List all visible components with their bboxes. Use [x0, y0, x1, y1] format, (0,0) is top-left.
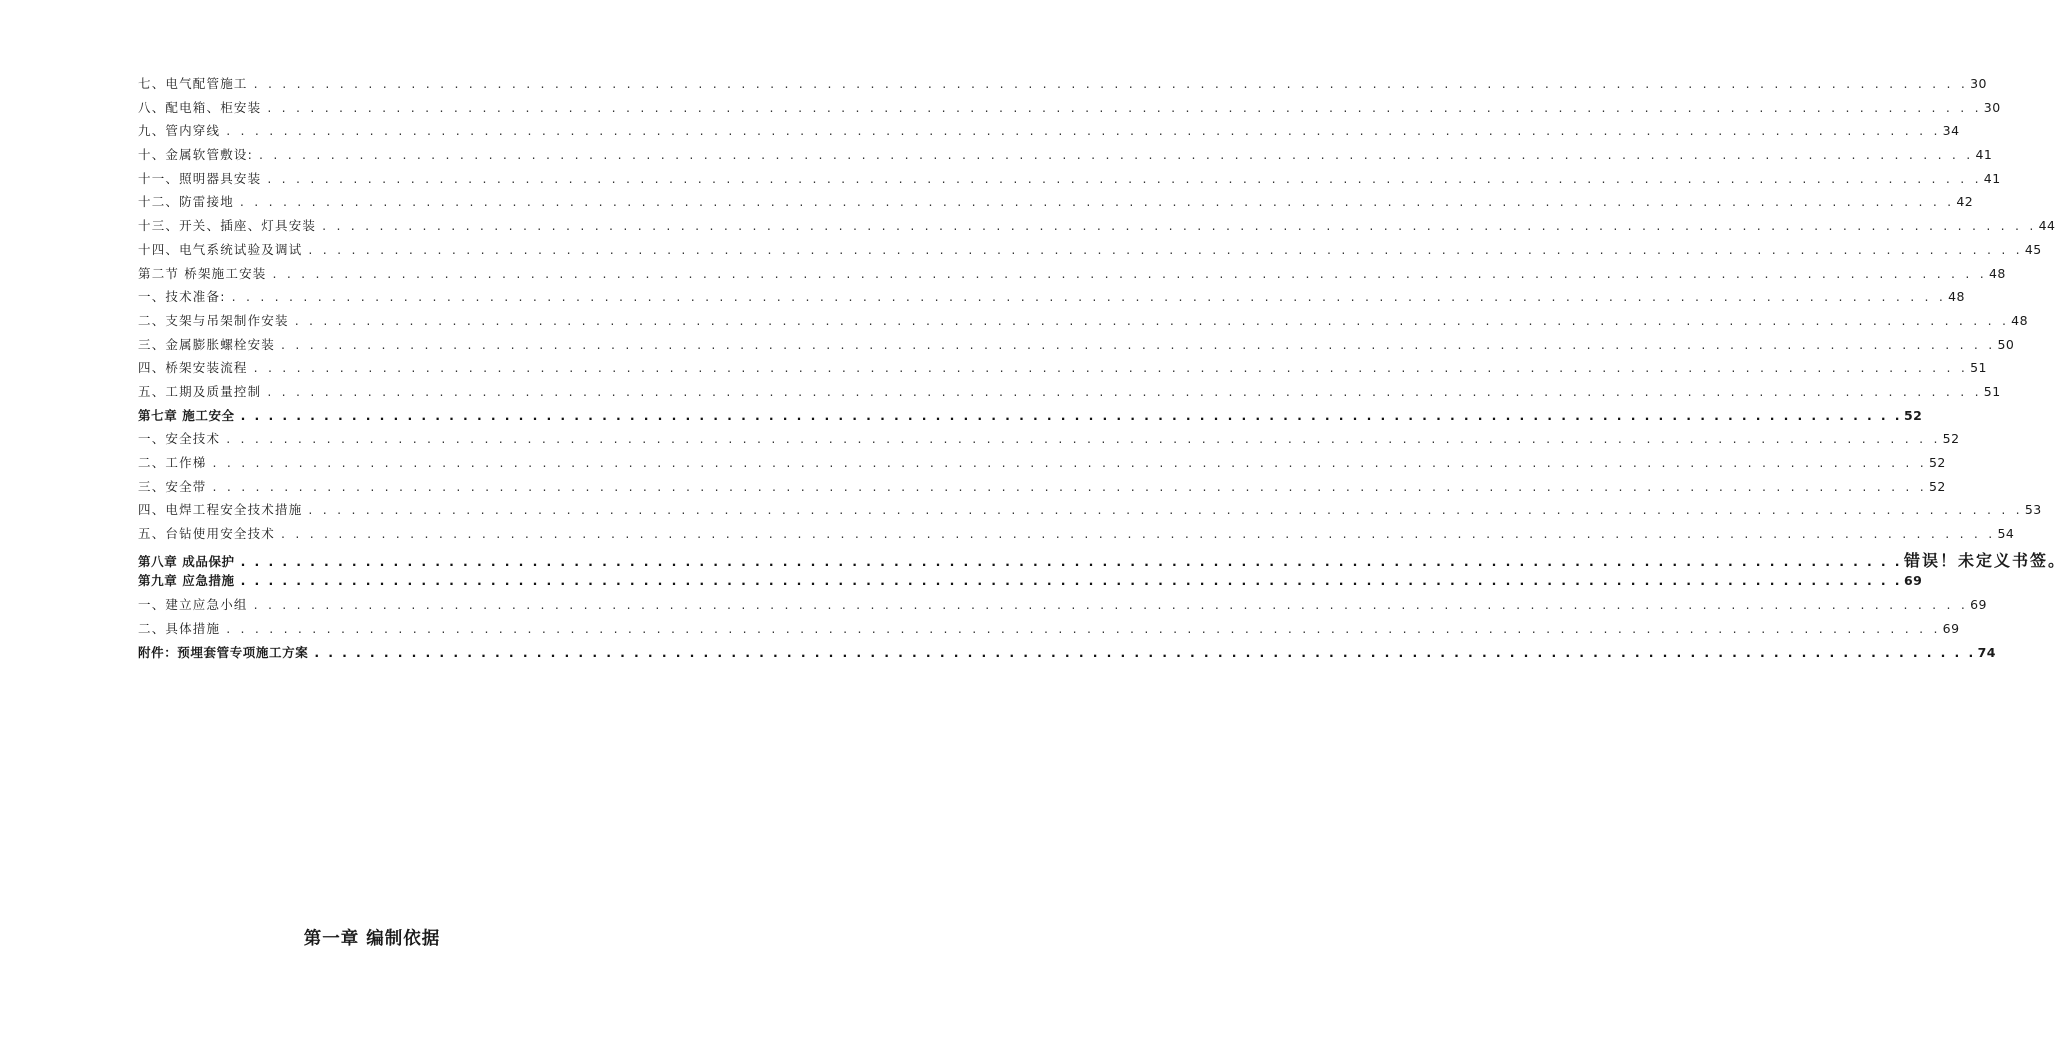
toc-dot-leader: . . . . . . . . . . . . . . . . . . . . . . . . . . . . . . . . . . . . . . . . . . . . . . . . . . . . . . . . . . . . . . . . . . . . . . . . . . . . . . . . . . . . . . . . . . . . . . . . . . . . . . . . . . . . . . . . . . . . . . . . [226, 123, 1941, 139]
toc-entry-label: 一、安全技术 [138, 431, 221, 447]
toc-chapter-entry[interactable] [138, 571, 1923, 595]
toc-dot-leader: . . . . . . . . . . . . . . . . . . . . . . . . . . . . . . . . . . . . . . . . . . . . . . . . . . . . . . . . . . . . . . . . . . . . . . . . . . . . . . . . . . . . . . . . . . . . . . . . . . . . . . . . . . . . . . . . . . . . . . . . [226, 620, 1941, 636]
toc-entry[interactable] [138, 121, 1960, 145]
toc-entry-label: 附件：预埋套管专项施工方案 [138, 644, 309, 660]
toc-page-number: 52 [1928, 478, 1946, 494]
table-of-contents [138, 74, 2066, 666]
toc-dot-leader: . . . . . . . . . . . . . . . . . . . . . . . . . . . . . . . . . . . . . . . . . . . . . . . . . . . . . . . . . . . . . . . . . . . . . . . . . . . . . . . . . . . . . . . . . . . . . . . . . . . . . . . . . . . . . . . . . . . . . . . . [322, 218, 2037, 234]
toc-page-number: 48 [1988, 265, 2006, 281]
toc-dot-leader: . . . . . . . . . . . . . . . . . . . . . . . . . . . . . . . . . . . . . . . . . . . . . . . . . . . . . . . . . . . . . . . . . . . . . . . . . . . . . . . . . . . . . . . . . . . . . . . . . . . . . . . . . . . . . . . . . . . . . . . . [253, 360, 1969, 376]
toc-dot-leader: . . . . . . . . . . . . . . . . . . . . . . . . . . . . . . . . . . . . . . . . . . . . . . . . . . . . . . . . . . . . . . . . . . . . . . . . . . . . . . . . . . . . . . . . . . . . . . . . . . . . . . . . . . . . . . . . . . . . . . . . [212, 455, 1927, 470]
toc-entry-label: 五、工期及质量控制 [138, 383, 262, 399]
toc-dot-leader: . . . . . . . . . . . . . . . . . . . . . . . . . . . . . . . . . . . . . . . . . . . . . . . . . . . . . . . . . . . . . . . . . . . . . . . . . . . . . . . . . . . . . . . . . . . . . . . . . . . . . . . . . . . . . . . . . . . . . . . . [272, 265, 1987, 281]
toc-entry[interactable] [138, 358, 1987, 382]
toc-page-number: 44 [2038, 218, 2056, 234]
toc-dot-leader: . . . . . . . . . . . . . . . . . . . . . . . . . . . . . . . . . . . . . . . . . . . . . . . . . . . . . . . . . . . . . . . . . . . . . . . . . . . . . . . . . . . . . . . . . . . . . . . . . . . . . . . . . . . . . . . . . . . . . . . . [281, 336, 1996, 352]
toc-dot-leader: . . . . . . . . . . . . . . . . . . . . . . . . . . . . . . . . . . . . . . . . . . . . . . . . . . . . . . . . . . . . . . . . . . . . . . . . . . . . . . . . . . . . . . . . . . . . . . . . . . . . . . . . . . . . . . . . . . . . . . . . [231, 289, 1947, 305]
toc-page-number: 51 [1983, 383, 2001, 399]
toc-page-number: 53 [2024, 502, 2042, 518]
toc-page-number: 34 [1942, 123, 1960, 139]
toc-chapter-entry[interactable] [138, 548, 2066, 572]
toc-entry-label: 第八章 成品保护 [138, 553, 235, 569]
toc-entry[interactable] [138, 429, 1960, 453]
toc-chapter-entry[interactable] [138, 406, 1923, 430]
toc-page-number: 52 [1928, 455, 1946, 470]
toc-entry[interactable] [138, 311, 2029, 335]
toc-page-number: 48 [1948, 289, 1965, 305]
toc-dot-leader: . . . . . . . . . . . . . . . . . . . . . . . . . . . . . . . . . . . . . . . . . . . . . . . . . . . . . . . . . . . . . . . . . . . . . . . . . . . . . . . . . . . . . . . . . . . . . . . . . . . . . . . . . . . . . . . . . . . . . . . . [308, 502, 2023, 518]
toc-dot-leader: . . . . . . . . . . . . . . . . . . . . . . . . . . . . . . . . . . . . . . . . . . . . . . . . . . . . . . . . . . . . . . . . . . . . . . . . . . . . . . . . . . . . . . . . . . . . . . . . . . . . . . . . . . . . . . . . . . . . . . . . [253, 597, 1969, 613]
toc-page-number: 74 [1977, 644, 1997, 660]
toc-dot-leader: . . . . . . . . . . . . . . . . . . . . . . . . . . . . . . . . . . . . . . . . . . . . . . . . . . . . . . . . . . . . . . . . . . . . . . . . . . . . . . . . . . . . . . . . . . . . . . . . . . . . . . . . . . . . . . . . . . . . . . . . [267, 383, 1982, 399]
toc-page-number: 52 [1942, 431, 1960, 447]
toc-entry-label: 十一、照明器具安装 [138, 170, 262, 186]
toc-page-number: 69 [1942, 620, 1960, 636]
toc-dot-leader: . . . . . . . . . . . . . . . . . . . . . . . . . . . . . . . . . . . . . . . . . . . . . . . . . . . . . . . . . . . . . . . . . . . . . . . . . . . . . . . . . . . . . . . . . . . . . . . . . . . . . . . . . . . . . . . . . . . . . . . . [212, 478, 1927, 494]
toc-entry[interactable] [138, 477, 1946, 501]
toc-entry[interactable] [138, 287, 1965, 311]
toc-entry[interactable] [138, 145, 1993, 169]
toc-entry-label: 第七章 施工安全 [138, 407, 235, 423]
toc-dot-leader: . . . . . . . . . . . . . . . . . . . . . . . . . . . . . . . . . . . . . . . . . . . . . . . . . . . . . . . . . . . . . . . . . . . . . . . . . . . . . . . . . . . . . . . . . . . . . . . . . . . . . . . . . . . . . . . . . . . . . . . . [308, 241, 2023, 257]
toc-dot-leader: . . . . . . . . . . . . . . . . . . . . . . . . . . . . . . . . . . . . . . . . . . . . . . . . . . . . . . . . . . . . . . . . . . . . . . . . . . . . . . . . . . . . . . . . . . . . . . . . . . . . . . . . . . . . . . . . . . . . . . . . [253, 76, 1969, 91]
toc-dot-leader: . . . . . . . . . . . . . . . . . . . . . . . . . . . . . . . . . . . . . . . . . . . . . . . . . . . . . . . . . . . . . . . . . . . . . . . . . . . . . . . . . . . . . . . . . . . . . . . . . . . . . . . . . . . . . . . . . . . . . . . . [240, 573, 1902, 589]
toc-page-number: 51 [1970, 360, 1987, 376]
toc-entry[interactable] [138, 595, 1987, 619]
toc-dot-leader: . . . . . . . . . . . . . . . . . . . . . . . . . . . . . . . . . . . . . . . . . . . . . . . . . . . . . . . . . . . . . . . . . . . . . . . . . . . . . . . . . . . . . . . . . . . . . . . . . . . . . . . . . . . . . . . . . . . . . . . . [259, 147, 1974, 163]
toc-page-number: 50 [1997, 336, 2015, 352]
toc-dot-leader: . . . . . . . . . . . . . . . . . . . . . . . . . . . . . . . . . . . . . . . . . . . . . . . . . . . . . . . . . . . . . . . . . . . . . . . . . . . . . . . . . . . . . . . . . . . . . . . . . . . . . . . . . . . . . . . . . . . . . . . . [267, 170, 1982, 186]
toc-page-number: 48 [2011, 312, 2029, 328]
toc-entry-label: 十、金属软管敷设: [138, 147, 254, 163]
toc-entry-label: 十二、防雷接地 [138, 194, 234, 210]
toc-page-number: 42 [1956, 194, 1974, 210]
toc-dot-leader: . . . . . . . . . . . . . . . . . . . . . . . . . . . . . . . . . . . . . . . . . . . . . . . . . . . . . . . . . . . . . . . . . . . . . . . . . . . . . . . . . . . . . . . . . . . . . . . . . . . . . . . . . . . . . . . . . . . . . . . . [240, 553, 1902, 569]
toc-entry[interactable] [138, 192, 1974, 216]
toc-dot-leader: . . . . . . . . . . . . . . . . . . . . . . . . . . . . . . . . . . . . . . . . . . . . . . . . . . . . . . . . . . . . . . . . . . . . . . . . . . . . . . . . . . . . . . . . . . . . . . . . . . . . . . . . . . . . . . . . . . . . . . . . [314, 644, 1976, 660]
toc-dot-leader: . . . . . . . . . . . . . . . . . . . . . . . . . . . . . . . . . . . . . . . . . . . . . . . . . . . . . . . . . . . . . . . . . . . . . . . . . . . . . . . . . . . . . . . . . . . . . . . . . . . . . . . . . . . . . . . . . . . . . . . . [294, 312, 2010, 328]
toc-bookmark-error: 错误！未定义书签。 [1903, 550, 2066, 570]
toc-entry-label: 三、安全带 [138, 478, 207, 494]
toc-dot-leader: . . . . . . . . . . . . . . . . . . . . . . . . . . . . . . . . . . . . . . . . . . . . . . . . . . . . . . . . . . . . . . . . . . . . . . . . . . . . . . . . . . . . . . . . . . . . . . . . . . . . . . . . . . . . . . . . . . . . . . . . [226, 431, 1941, 447]
toc-entry-label: 七、电气配管施工 [138, 76, 248, 91]
toc-entry-label: 第二节 桥架施工安装 [138, 265, 267, 281]
toc-page-number: 45 [2024, 241, 2042, 257]
toc-dot-leader: . . . . . . . . . . . . . . . . . . . . . . . . . . . . . . . . . . . . . . . . . . . . . . . . . . . . . . . . . . . . . . . . . . . . . . . . . . . . . . . . . . . . . . . . . . . . . . . . . . . . . . . . . . . . . . . . . . . . . . . . [240, 407, 1902, 423]
toc-entry[interactable] [138, 98, 2001, 122]
toc-entry-label: 九、管内穿线 [138, 123, 221, 139]
toc-entry[interactable] [138, 500, 2042, 524]
toc-entry-label: 一、建立应急小组 [138, 597, 248, 613]
toc-dot-leader: . . . . . . . . . . . . . . . . . . . . . . . . . . . . . . . . . . . . . . . . . . . . . . . . . . . . . . . . . . . . . . . . . . . . . . . . . . . . . . . . . . . . . . . . . . . . . . . . . . . . . . . . . . . . . . . . . . . . . . . . [281, 526, 1996, 542]
toc-entry-label: 三、金属膨胀螺栓安装 [138, 336, 276, 352]
toc-entry[interactable] [138, 74, 1987, 98]
toc-page-number: 69 [1970, 597, 1987, 613]
toc-page-number: 52 [1903, 407, 1923, 423]
toc-page-number: 41 [1983, 170, 2001, 186]
toc-entry[interactable] [138, 453, 1946, 477]
toc-dot-leader: . . . . . . . . . . . . . . . . . . . . . . . . . . . . . . . . . . . . . . . . . . . . . . . . . . . . . . . . . . . . . . . . . . . . . . . . . . . . . . . . . . . . . . . . . . . . . . . . . . . . . . . . . . . . . . . . . . . . . . . . [267, 99, 1982, 115]
toc-entry-label: 第九章 应急措施 [138, 573, 235, 589]
toc-entry-label: 八、配电箱、柜安装 [138, 99, 262, 115]
toc-entry[interactable] [138, 240, 2042, 264]
toc-page-number: 54 [1997, 526, 2015, 542]
toc-chapter-entry[interactable] [138, 643, 1997, 667]
chapter-heading: 第一章 编制依据 [303, 929, 441, 949]
toc-entry[interactable] [138, 619, 1960, 643]
toc-entry[interactable] [138, 216, 2056, 240]
toc-entry-label: 十三、开关、插座、灯具安装 [138, 218, 317, 234]
toc-entry[interactable] [138, 335, 2015, 359]
toc-entry[interactable] [138, 524, 2015, 548]
toc-entry-label: 二、支架与吊架制作安装 [138, 312, 289, 328]
toc-dot-leader: . . . . . . . . . . . . . . . . . . . . . . . . . . . . . . . . . . . . . . . . . . . . . . . . . . . . . . . . . . . . . . . . . . . . . . . . . . . . . . . . . . . . . . . . . . . . . . . . . . . . . . . . . . . . . . . . . . . . . . . . [239, 194, 1955, 210]
toc-page-number: 30 [1970, 76, 1987, 91]
toc-entry[interactable] [138, 382, 2001, 406]
toc-entry-label: 一、技术准备: [138, 289, 226, 305]
toc-page-number: 69 [1903, 573, 1923, 589]
toc-page-number: 41 [1975, 147, 1993, 163]
toc-page-number: 30 [1983, 99, 2001, 115]
toc-entry-label: 二、工作梯 [138, 455, 207, 470]
toc-entry-label: 十四、电气系统试验及调试 [138, 241, 303, 257]
toc-entry-label: 四、电焊工程安全技术措施 [138, 502, 303, 518]
toc-entry-label: 二、具体措施 [138, 620, 221, 636]
toc-entry[interactable] [138, 169, 2001, 193]
toc-entry-label: 四、桥架安装流程 [138, 360, 248, 376]
toc-entry[interactable] [138, 264, 2006, 288]
toc-entry-label: 五、台钻使用安全技术 [138, 526, 276, 542]
